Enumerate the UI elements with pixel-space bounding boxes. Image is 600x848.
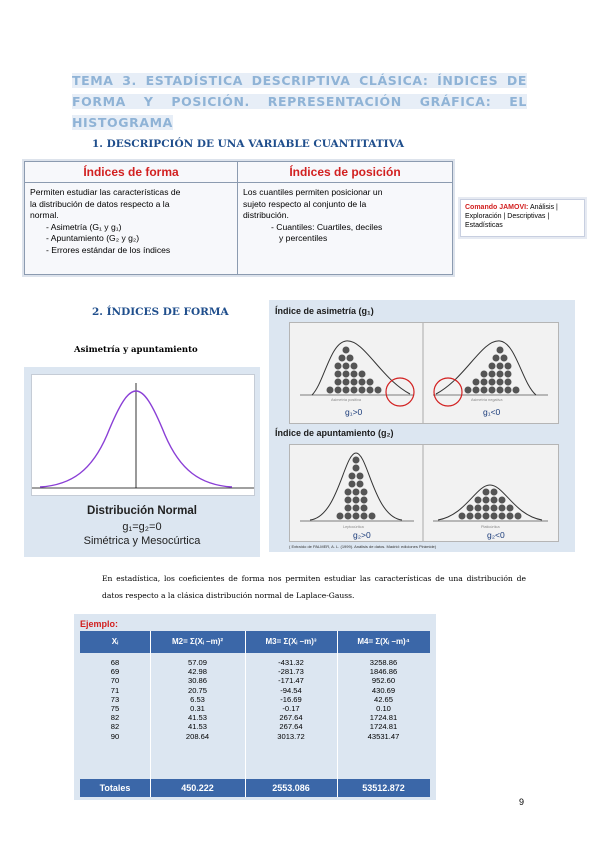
table-cell: 0.31 bbox=[190, 703, 205, 713]
page-title-text: TEMA 3. ESTADÍSTICA DESCRIPTIVA CLÁSICA: ÍNDICES DE FORMA Y POSICIÓN. REPRESENTACIÓN GRÁFICA: EL HISTOGRAMA bbox=[72, 73, 527, 130]
table-cell: 30.86 bbox=[187, 676, 207, 686]
normal-title: Distribución Normal bbox=[87, 505, 197, 517]
normal-distribution-panel bbox=[24, 367, 260, 557]
jamovi-text: Análisis | Exploración | Descriptivas | Estadísticas bbox=[465, 204, 558, 229]
section-heading-1: 1. DESCRIPCIÓN DE UNA VARIABLE CUANTITATIVA bbox=[92, 138, 405, 150]
table-cell: 3258.86 bbox=[369, 658, 398, 667]
table-header bbox=[80, 631, 430, 653]
totals-label: Totales bbox=[99, 783, 131, 793]
indices-forma-column bbox=[25, 162, 238, 274]
kurtosis-svg bbox=[290, 445, 558, 541]
asymmetry-index-label: Índice de asimetría (g₁) bbox=[275, 306, 374, 316]
posicion-line: - Cuantiles: Cuartiles, deciles bbox=[271, 221, 383, 232]
indices-posicion-column bbox=[238, 162, 452, 274]
platykurtic-label: Platicúrtica bbox=[481, 525, 500, 529]
column-divider bbox=[245, 631, 246, 797]
jamovi-label: Comando JAMOVI: bbox=[465, 204, 529, 211]
table-row bbox=[80, 722, 430, 731]
header-m2: M2= Σ(Xᵢ –m)² bbox=[171, 637, 224, 646]
forma-line: normal. bbox=[30, 210, 59, 220]
forma-line: - Apuntamiento (G₂ y g₂) bbox=[46, 233, 140, 243]
highlight-circle bbox=[386, 378, 414, 406]
table-cell: 6.53 bbox=[190, 694, 205, 704]
totals-m4: 53512.872 bbox=[362, 783, 405, 793]
table-cell: 75 bbox=[110, 703, 120, 713]
table-cell: 20.75 bbox=[187, 685, 207, 695]
forma-line: la distribución de datos respecto a la bbox=[30, 198, 170, 209]
table-cell: -0.17 bbox=[282, 703, 300, 713]
table-cell: 3013.72 bbox=[277, 731, 305, 741]
table-body bbox=[80, 658, 430, 741]
table-row bbox=[80, 695, 430, 704]
positive-skew-dots bbox=[327, 347, 382, 394]
normal-description: Simétrica y Mesocúrtica bbox=[83, 535, 201, 547]
normal-curve-plot bbox=[31, 374, 255, 496]
table-cell: 41.53 bbox=[187, 713, 207, 723]
table-row bbox=[80, 676, 430, 685]
subsection-heading: Asimetría y apuntamiento bbox=[74, 345, 198, 355]
highlight-circle bbox=[434, 378, 462, 406]
table-cell: 90 bbox=[110, 731, 120, 741]
table-cell: 267.64 bbox=[279, 713, 303, 723]
table-row bbox=[80, 704, 430, 713]
totals-m2: 450.222 bbox=[181, 783, 214, 793]
table-cell: 71 bbox=[110, 685, 120, 695]
table-cell: 1724.81 bbox=[369, 722, 398, 732]
negative-skew-label: Asimetría negativa bbox=[471, 398, 503, 402]
normal-curve-svg bbox=[32, 375, 254, 495]
jamovi-command-note bbox=[460, 199, 585, 237]
table-cell: 70 bbox=[110, 676, 120, 686]
positive-skew-label: Asimetría positiva bbox=[331, 398, 361, 402]
forma-line: Permiten estudiar las características de bbox=[30, 187, 181, 197]
table-cell: 42.65 bbox=[373, 694, 393, 704]
negative-skew-curve bbox=[436, 341, 536, 395]
table-cell: -171.47 bbox=[278, 676, 304, 686]
page-number: 9 bbox=[519, 797, 525, 807]
header-m3: M3= Σ(Xᵢ –m)³ bbox=[265, 637, 317, 646]
table-cell: -431.32 bbox=[278, 658, 304, 667]
kurtosis-figure bbox=[289, 444, 559, 542]
forma-line: - Asimetría (G₁ y g₁) bbox=[46, 221, 122, 232]
indices-posicion-body bbox=[238, 183, 452, 249]
header-xi: Xᵢ bbox=[111, 637, 119, 646]
posicion-line: y percentiles bbox=[279, 233, 328, 243]
column-divider bbox=[150, 631, 151, 797]
normal-equation: g₁=g₂=0 bbox=[122, 521, 162, 533]
table-cell: 43531.47 bbox=[367, 731, 400, 741]
table-cell: 82 bbox=[110, 722, 120, 732]
table-cell: 73 bbox=[110, 694, 120, 704]
table-row bbox=[80, 732, 430, 741]
table-row bbox=[80, 686, 430, 695]
table-cell: 1846.86 bbox=[369, 667, 398, 677]
table-cell: -94.54 bbox=[280, 685, 302, 695]
totals-row bbox=[80, 779, 430, 797]
table-cell: 208.64 bbox=[185, 731, 210, 741]
posicion-line: sujeto respecto al conjunto de la bbox=[243, 198, 367, 209]
leptokurtic-dots bbox=[337, 457, 376, 520]
table-row bbox=[80, 658, 430, 667]
platykurtic-dots bbox=[459, 489, 522, 520]
indices-forma-body bbox=[25, 183, 237, 260]
negative-skew-dots bbox=[465, 347, 520, 394]
table-cell: 430.69 bbox=[371, 685, 396, 695]
table-cell: 0.10 bbox=[376, 703, 391, 713]
posicion-line: Los cuantiles permiten posicionar un bbox=[243, 187, 383, 197]
asymmetry-svg bbox=[290, 323, 558, 423]
table-cell: 57.09 bbox=[187, 658, 207, 667]
table-cell: -281.73 bbox=[278, 667, 304, 677]
asymmetry-figure bbox=[289, 322, 559, 424]
table-cell: 1724.81 bbox=[369, 713, 398, 723]
indices-forma-heading: Índices de forma bbox=[25, 162, 237, 183]
table-cell: 68 bbox=[110, 658, 120, 667]
posicion-line: distribución. bbox=[243, 210, 289, 220]
asymmetry-kurtosis-panel bbox=[269, 300, 575, 552]
column-divider bbox=[337, 631, 338, 797]
header-m4: M4= Σ(Xᵢ –m)⁴ bbox=[357, 637, 410, 646]
table-cell: 41.53 bbox=[187, 722, 207, 732]
g2-positive: g₂>0 bbox=[353, 530, 371, 540]
page-title bbox=[72, 70, 527, 133]
table-cell: 42.98 bbox=[187, 667, 207, 677]
table-cell: 69 bbox=[110, 667, 120, 677]
indices-table bbox=[24, 161, 453, 275]
example-table bbox=[74, 614, 436, 800]
g2-negative: g₂<0 bbox=[487, 530, 505, 540]
leptokurtic-label: Leptocúrtica bbox=[343, 525, 364, 529]
g1-negative: g₁<0 bbox=[483, 407, 501, 417]
table-row bbox=[80, 713, 430, 722]
source-citation: ( Extraído de PALMER, A. L. (1999). Análisis de datos. Madrid: ediciones Pirámide) bbox=[289, 544, 437, 549]
kurtosis-index-label: Índice de apuntamiento (g₂) bbox=[275, 428, 394, 438]
platykurtic-curve bbox=[438, 485, 542, 520]
example-label: Ejemplo: bbox=[80, 619, 119, 629]
table-cell: -16.69 bbox=[280, 694, 302, 704]
table-cell: 267.64 bbox=[279, 722, 303, 732]
table-row bbox=[80, 667, 430, 676]
body-paragraph: En estadística, los coeficientes de forma nos permiten estudiar las características de una distribución de datos respecto a la clásica distribución normal de Laplace-Gauss. bbox=[102, 574, 526, 600]
g1-positive: g₁>0 bbox=[345, 407, 363, 417]
forma-line: - Errores estándar de los índices bbox=[46, 244, 171, 255]
table-cell: 952.60 bbox=[371, 676, 396, 686]
table-cell: 82 bbox=[110, 713, 120, 723]
section-heading-2: 2. ÍNDICES DE FORMA bbox=[92, 306, 229, 318]
indices-posicion-heading: Índices de posición bbox=[238, 162, 452, 183]
totals-m3: 2553.086 bbox=[272, 783, 310, 793]
